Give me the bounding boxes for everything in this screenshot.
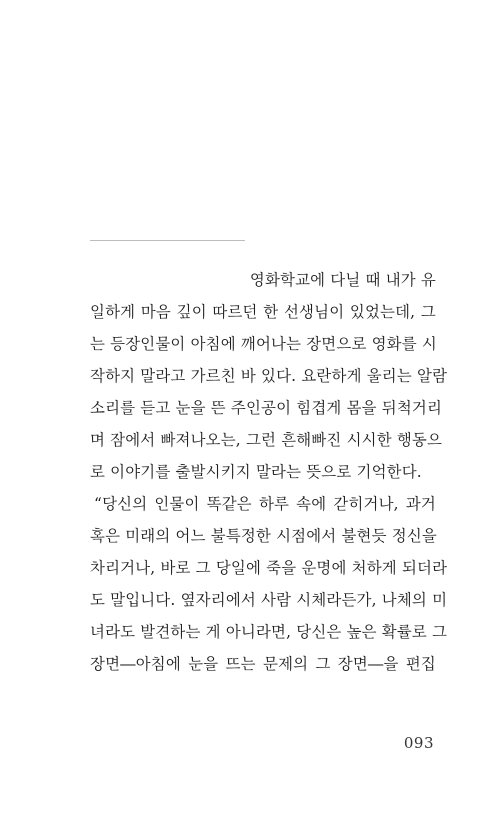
text-line: 일하게 마음 깊이 따르던 한 선생님이 있었는데, 그 (90, 303, 436, 321)
text-line: 혹은 미래의 어느 불특정한 시점에서 불현듯 정신을 (90, 527, 437, 545)
text-line: “당신의 인물이 똑같은 하루 속에 갇히거나, 과거 (94, 495, 436, 513)
text-line: 녀라도 발견하는 게 아니라면, 당신은 높은 확률로 그 (90, 623, 448, 641)
text-line: 로 이야기를 출발시키지 말라는 뜻으로 기억한다. (90, 463, 422, 481)
body-text (90, 264, 448, 680)
text-line: 소리를 듣고 눈을 뜬 주인공이 힘겹게 몸을 뒤척거리 (90, 399, 443, 417)
text-line: 차리거나, 바로 그 당일에 죽을 운명에 처하게 되더라 (90, 559, 448, 577)
section-divider (90, 240, 245, 241)
text-line: 장면―아침에 눈을 뜨는 문제의 그 장면―을 편집 (90, 655, 436, 673)
text-line: 도 말입니다. 옆자리에서 사람 시체라든가, 나체의 미 (90, 591, 448, 609)
text-line: 작하지 말라고 가르친 바 있다. 요란하게 울리는 알람 (90, 367, 448, 385)
page-number: 093 (403, 734, 434, 752)
text-line: 며 잠에서 빠져나오는, 그런 흔해빠진 시시한 행동으 (90, 431, 443, 449)
text-line: 는 등장인물이 아침에 깨어나는 장면으로 영화를 시 (90, 335, 437, 353)
text-line: 영화학교에 다닐 때 내가 유 (249, 271, 436, 289)
